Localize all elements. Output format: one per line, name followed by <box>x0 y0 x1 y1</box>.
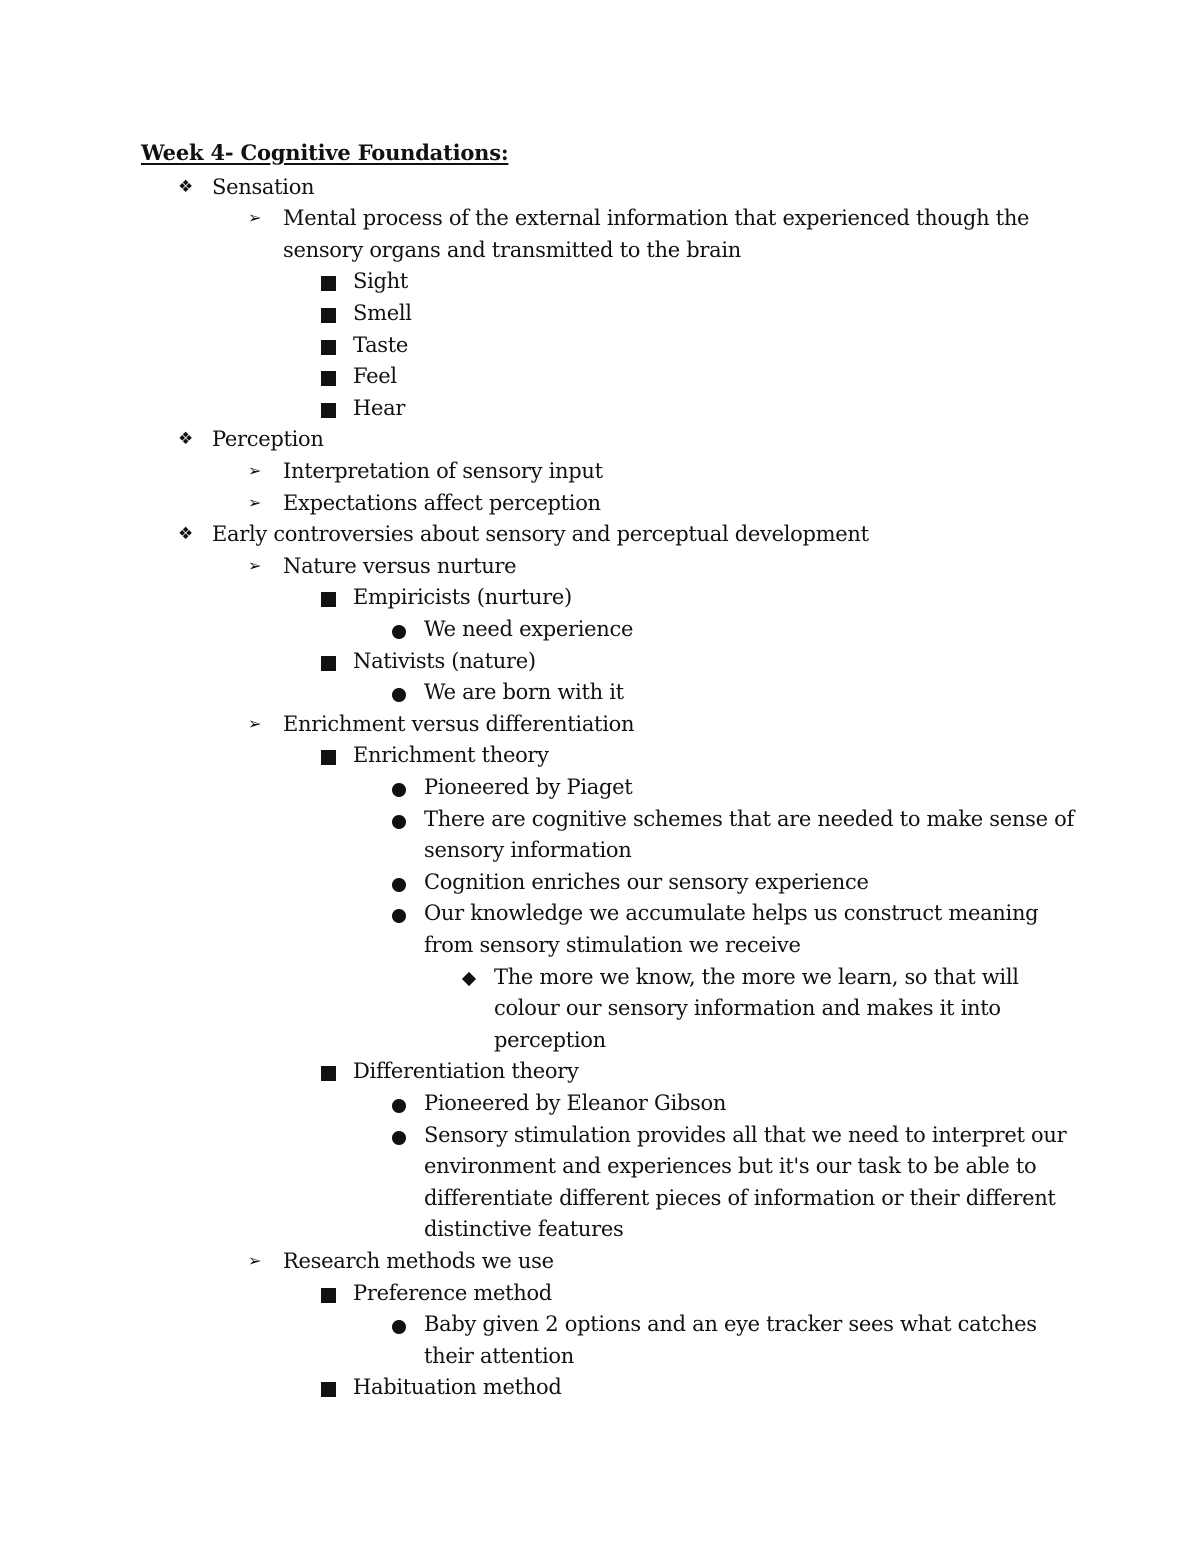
outline-item-text: perception <box>494 1027 606 1052</box>
circle-bullet-icon <box>392 783 406 797</box>
outline-item-text: environment and experiences but it's our task to be able to <box>424 1154 1037 1179</box>
outline-item-text: sensory organs and transmitted to the brain <box>283 237 742 262</box>
outline-item-text: distinctive features <box>424 1217 624 1242</box>
square-bullet-icon <box>321 403 336 418</box>
outline-item-text: Research methods we use <box>283 1249 554 1273</box>
outline-item-text: The more we know, the more we learn, so that will <box>494 964 1019 989</box>
outline-item-text: sensory information <box>424 838 632 863</box>
square-bullet-icon <box>321 750 336 765</box>
circle-bullet-icon <box>392 1099 406 1113</box>
page-title: Week 4- Cognitive Foundations: <box>141 140 509 165</box>
diamond-bullet-icon: ❖ <box>178 176 194 197</box>
square-bullet-icon <box>321 371 336 386</box>
diamond-bullet-icon: ❖ <box>178 524 194 545</box>
outline-item-text: Habituation method <box>353 1375 562 1400</box>
square-bullet-icon <box>321 656 336 671</box>
outline-item-text: Expectations affect perception <box>283 490 601 515</box>
outline-item-text: Feel <box>353 364 397 389</box>
outline-item-text: Taste <box>353 332 409 357</box>
square-bullet-icon <box>321 1382 336 1397</box>
circle-bullet-icon <box>392 878 406 892</box>
circle-bullet-icon <box>392 909 406 923</box>
square-bullet-icon <box>321 308 336 323</box>
outline-item-text: colour our sensory information and makes it into <box>494 996 1001 1021</box>
square-bullet-icon <box>321 1288 336 1303</box>
outline-item-text: Preference method <box>353 1280 552 1305</box>
outline-item-text: Our knowledge we accumulate helps us construct meaning <box>424 901 1039 926</box>
square-bullet-icon <box>321 340 336 355</box>
outline-item-text: Enrichment versus differentiation <box>283 711 635 736</box>
outline-item-text: Smell <box>353 301 412 325</box>
outline-item-text: Differentiation theory <box>353 1059 579 1084</box>
outline-item-text: their attention <box>424 1343 574 1368</box>
outline-item-text: Perception <box>212 427 324 452</box>
circle-bullet-icon <box>392 815 406 829</box>
outline-item-text: Empiricists (nurture) <box>353 585 572 610</box>
outline-item-text: Pioneered by Piaget <box>424 775 633 799</box>
diamond-bullet-icon: ❖ <box>178 429 194 450</box>
small-diamond-bullet-icon <box>462 972 476 986</box>
outline-item-text: Pioneered by Eleanor Gibson <box>424 1091 727 1115</box>
outline-item-text: We are born with it <box>424 680 624 705</box>
arrow-bullet-icon: ➢ <box>248 461 262 480</box>
outline-item-text: Nature versus nurture <box>283 553 517 578</box>
circle-bullet-icon <box>392 1320 406 1334</box>
outline-item-text: Sensory stimulation provides all that we need to interpret our <box>424 1122 1067 1147</box>
arrow-bullet-icon: ➢ <box>248 208 262 228</box>
circle-bullet-icon <box>392 1131 406 1145</box>
outline-item-text: differentiate different pieces of information or their different <box>424 1185 1056 1210</box>
outline-item-text: Early controversies about sensory and perceptual development <box>212 522 869 547</box>
outline-item-text: Sensation <box>212 174 315 199</box>
arrow-bullet-icon: ➢ <box>248 555 262 575</box>
arrow-bullet-icon: ➢ <box>248 713 262 733</box>
outline-item-text: Cognition enriches our sensory experience <box>424 869 869 894</box>
outline-item-text: Enrichment theory <box>353 743 549 768</box>
outline-item-text: Hear <box>353 395 406 420</box>
outline-item-text: Mental process of the external information that experienced though the <box>283 206 1030 231</box>
square-bullet-icon <box>321 276 336 291</box>
outline-item-text: Nativists (nature) <box>353 648 536 673</box>
outline-item-text: Sight <box>353 269 409 294</box>
outline-item-text: Baby given 2 options and an eye tracker sees what catches <box>424 1312 1037 1337</box>
outline-item-text: Interpretation of sensory input <box>283 459 603 483</box>
outline-item-text: We need experience <box>424 617 634 641</box>
square-bullet-icon <box>321 592 336 607</box>
arrow-bullet-icon: ➢ <box>248 492 262 512</box>
circle-bullet-icon <box>392 688 406 702</box>
circle-bullet-icon <box>392 625 406 639</box>
arrow-bullet-icon: ➢ <box>248 1251 262 1270</box>
outline-item-text: There are cognitive schemes that are needed to make sense of <box>424 806 1074 831</box>
outline-item-text: from sensory stimulation we receive <box>424 933 801 957</box>
square-bullet-icon <box>321 1066 336 1081</box>
